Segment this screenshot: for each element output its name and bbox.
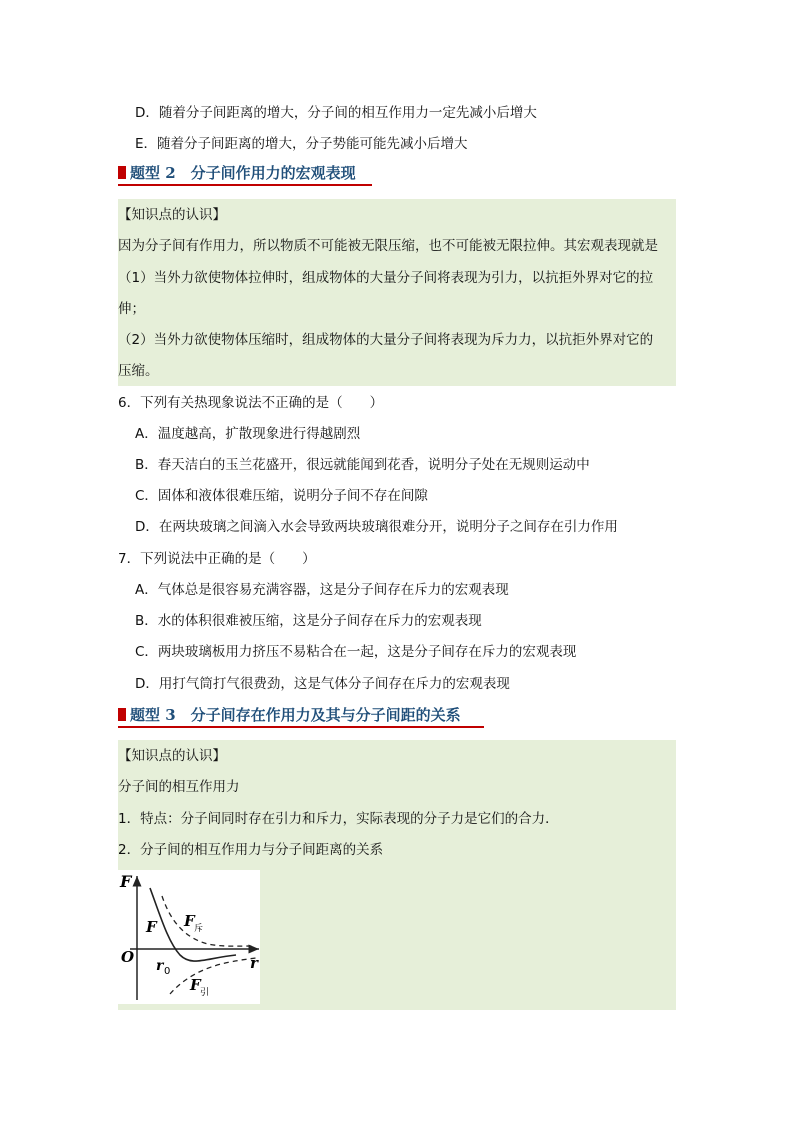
origin-label: O (121, 948, 135, 966)
attraction-curve (170, 958, 256, 994)
r0-label: r (156, 958, 164, 974)
q6-option-b: B．春天洁白的玉兰花盛开，很远就能闻到花香，说明分子处在无规则运动中 (135, 457, 590, 473)
question-6-stem: 6．下列有关热现象说法不正确的是（ ） (118, 395, 384, 411)
heading-marker (118, 708, 126, 721)
q7-option-a: A．气体总是很容易充满容器，这是分子间存在斥力的宏观表现 (135, 582, 509, 598)
repulsion-label: F (184, 912, 195, 930)
heading-underline (118, 184, 372, 186)
x-axis-label: r (250, 954, 258, 972)
q7-option-d: D．用打气筒打气很费劲，这是气体分子间存在斥力的宏观表现 (135, 676, 510, 692)
repulsion-curve (162, 896, 252, 946)
box-head: 【知识点的认识】 (118, 748, 226, 764)
q7-option-c: C．两块玻璃板用力挤压不易粘合在一起，这是分子间存在斥力的宏观表现 (135, 644, 577, 660)
box-line: 1．特点：分子间同时存在引力和斥力，实际表现的分子力是它们的合力． (118, 811, 559, 827)
r0-subscript: 0 (164, 966, 171, 977)
box-line: 2．分子间的相互作用力与分子间距离的关系 (118, 842, 384, 858)
heading-marker (118, 166, 126, 179)
force-distance-figure (118, 870, 260, 1004)
box-line: 压缩。 (118, 363, 159, 379)
net-force-label: F (146, 918, 157, 936)
box-line: 因为分子间有作用力，所以物质不可能被无限压缩，也不可能被无限拉伸。其宏观表现就是 (118, 238, 658, 254)
section-heading-2 (118, 162, 356, 184)
option-d: D．随着分子间距离的增大，分子间的相互作用力一定先减小后增大 (135, 105, 537, 121)
box-line: 伸； (118, 301, 145, 317)
option-e: E．随着分子间距离的增大，分子势能可能先减小后增大 (135, 136, 468, 152)
q6-option-a: A．温度越高，扩散现象进行得越剧烈 (135, 426, 361, 442)
section-title: 题型 2 分子间作用力的宏观表现 (130, 164, 356, 182)
force-distance-graph (118, 870, 260, 1004)
box-line: （1）当外力欲使物体拉伸时，组成物体的大量分子间将表现为引力，以抗拒外界对它的拉 (118, 270, 654, 286)
section-title: 题型 3 分子间存在作用力及其与分子间距的关系 (130, 706, 461, 724)
repulsion-subscript: 斥 (194, 924, 204, 934)
heading-underline (118, 726, 484, 728)
box-line: （2）当外力欲使物体压缩时，组成物体的大量分子间将表现为斥力力，以抗拒外界对它的 (118, 332, 654, 348)
attraction-subscript: 引 (200, 988, 210, 998)
box-line: 分子间的相互作用力 (118, 779, 240, 795)
box-head: 【知识点的认识】 (118, 207, 226, 223)
knowledge-box-3 (118, 740, 676, 1010)
section-heading-3 (118, 704, 461, 726)
question-7-stem: 7．下列说法中正确的是（ ） (118, 551, 316, 567)
y-axis-label: F (120, 872, 132, 891)
attraction-label: F (190, 976, 201, 994)
q7-option-b: B．水的体积很难被压缩，这是分子间存在斥力的宏观表现 (135, 613, 482, 629)
knowledge-box-2 (118, 199, 676, 386)
q6-option-c: C．固体和液体很难压缩，说明分子间不存在间隙 (135, 488, 428, 504)
q6-option-d: D．在两块玻璃之间滴入水会导致两块玻璃很难分开，说明分子之间存在引力作用 (135, 519, 618, 535)
